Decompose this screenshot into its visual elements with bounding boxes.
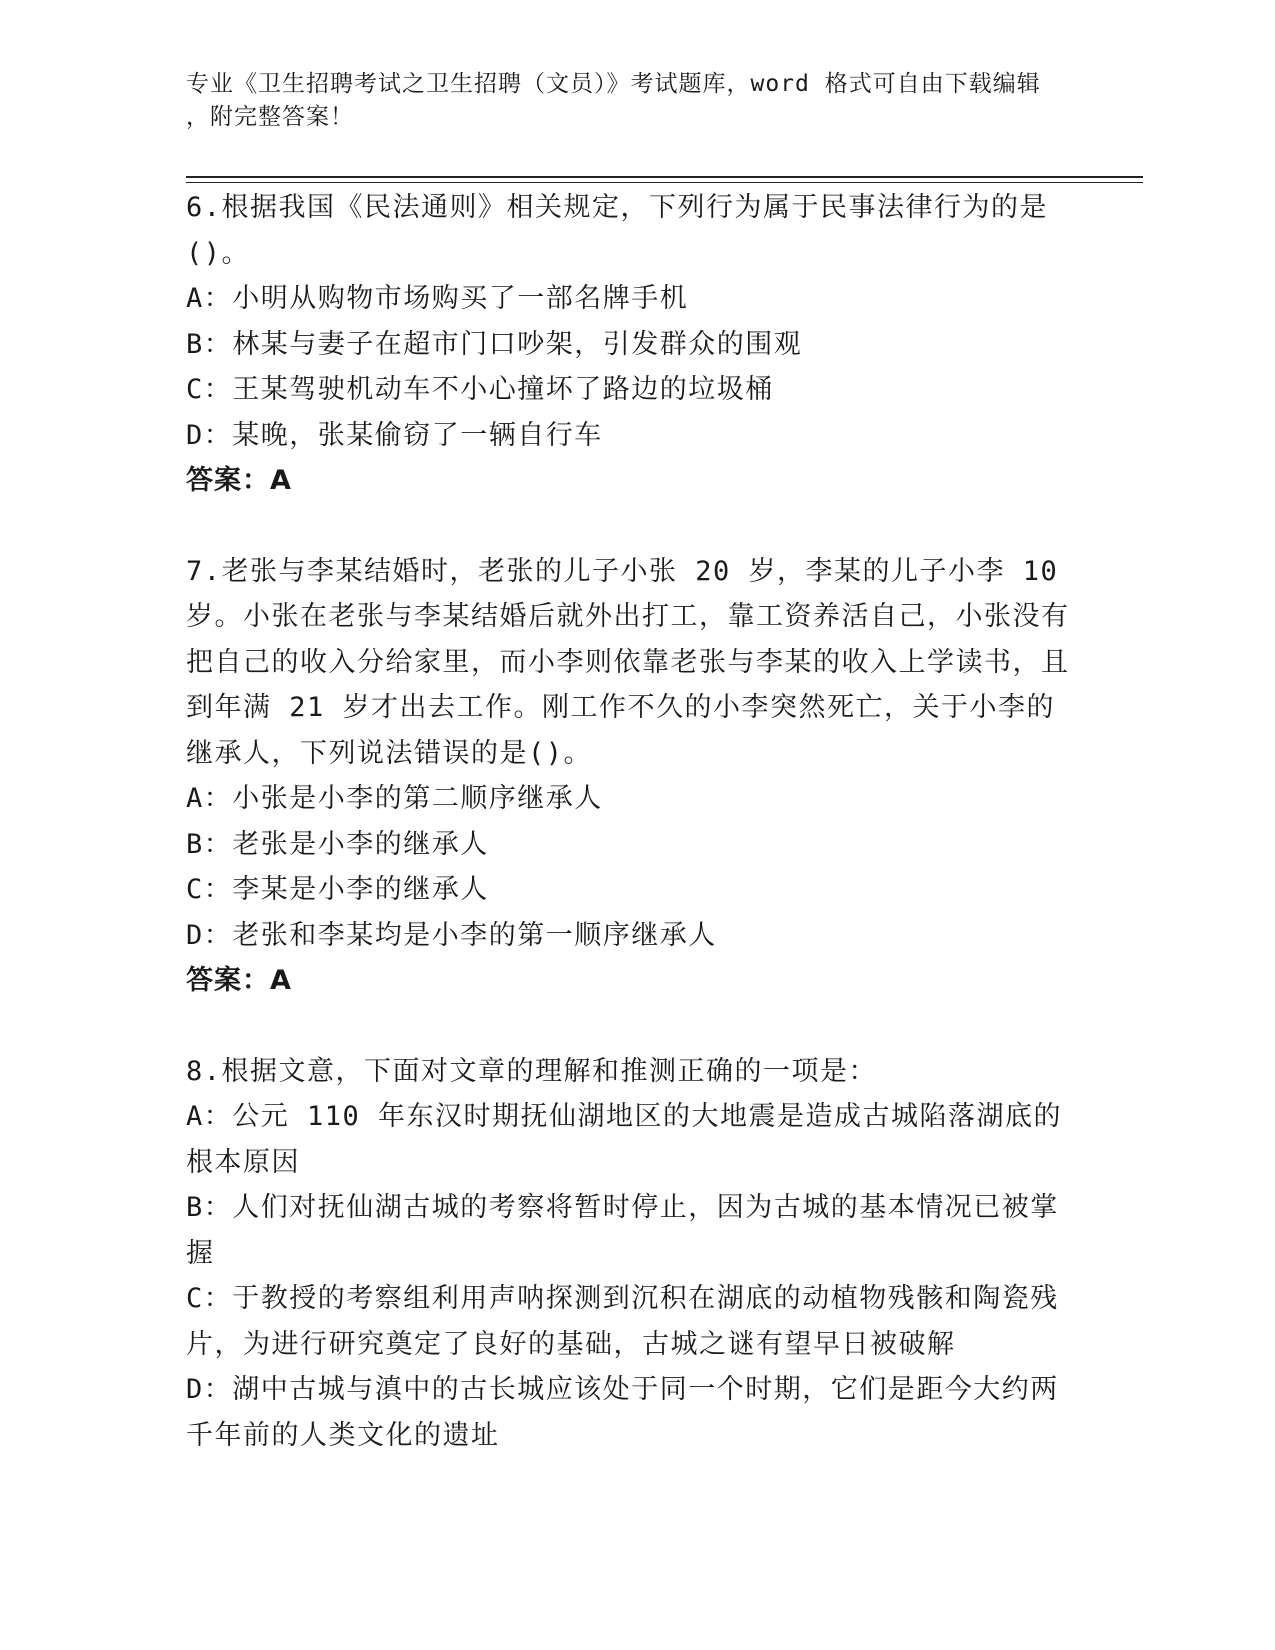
option-a: A：公元 110 年东汉时期抚仙湖地区的大地震是造成古城陷落湖底的根本原因 (186, 1101, 1063, 1178)
option-d: D：某晚，张某偷窃了一辆自行车 (186, 419, 603, 451)
question-text: 7.老张与李某结婚时，老张的儿子小张 20 岁，李某的儿子小李 10 岁。小张在老张与李某结婚后就外出打工，靠工资养活自己，小张没有把自己的收入分给家里，而小李则依靠老张与李某的收入上学读书，且到年满 21 岁才出去工作。刚工作不久的小李突然死亡，关于小李的继承人，下列说法错误的是()。 (186, 555, 1070, 769)
question-6 (186, 185, 1071, 504)
question-8 (186, 1049, 1071, 1459)
question-7 (186, 549, 1071, 1004)
option-c: C：于教授的考察组利用声呐探测到沉积在湖底的动植物残骸和陶瓷残片，为进行研究奠定了良好的基础，古城之谜有望早日被破解 (186, 1283, 1059, 1360)
header-line-2: ，附完整答案！ (186, 104, 354, 130)
option-b: B：人们对抚仙湖古城的考察将暂时停止，因为古城的基本情况已被掌握 (186, 1192, 1059, 1269)
answer-line: 答案：A (186, 465, 292, 496)
option-d: D：老张和李某均是小李的第一顺序继承人 (186, 919, 717, 951)
question-list (186, 185, 1071, 1503)
option-b: B：林某与妻子在超市门口吵架，引发群众的围观 (186, 328, 803, 360)
option-c: C：王某驾驶机动车不小心撞坏了路边的垃圾桶 (186, 374, 774, 405)
header-divider-thin (186, 182, 1143, 183)
option-c: C：李某是小李的继承人 (186, 874, 489, 905)
header-line-1: 专业《卫生招聘考试之卫生招聘（文员）》考试题库，word 格式可自由下载编辑 (186, 71, 1041, 97)
option-a: A：小张是小李的第二顺序继承人 (186, 783, 603, 814)
option-b: B：老张是小李的继承人 (186, 828, 489, 860)
answer-line: 答案：A (186, 965, 292, 996)
question-text: 8.根据文意，下面对文章的理解和推测正确的一项是： (186, 1055, 878, 1087)
header-divider-thick (186, 176, 1143, 178)
question-text: 6.根据我国《民法通则》相关规定，下列行为属于民事法律行为的是()。 (186, 192, 1049, 269)
document-header (186, 68, 1066, 134)
option-d: D：湖中古城与滇中的古长城应该处于同一个时期，它们是距今大约两千年前的人类文化的遗址 (186, 1374, 1059, 1451)
option-a: A：小明从购物市场购买了一部名牌手机 (186, 283, 689, 314)
